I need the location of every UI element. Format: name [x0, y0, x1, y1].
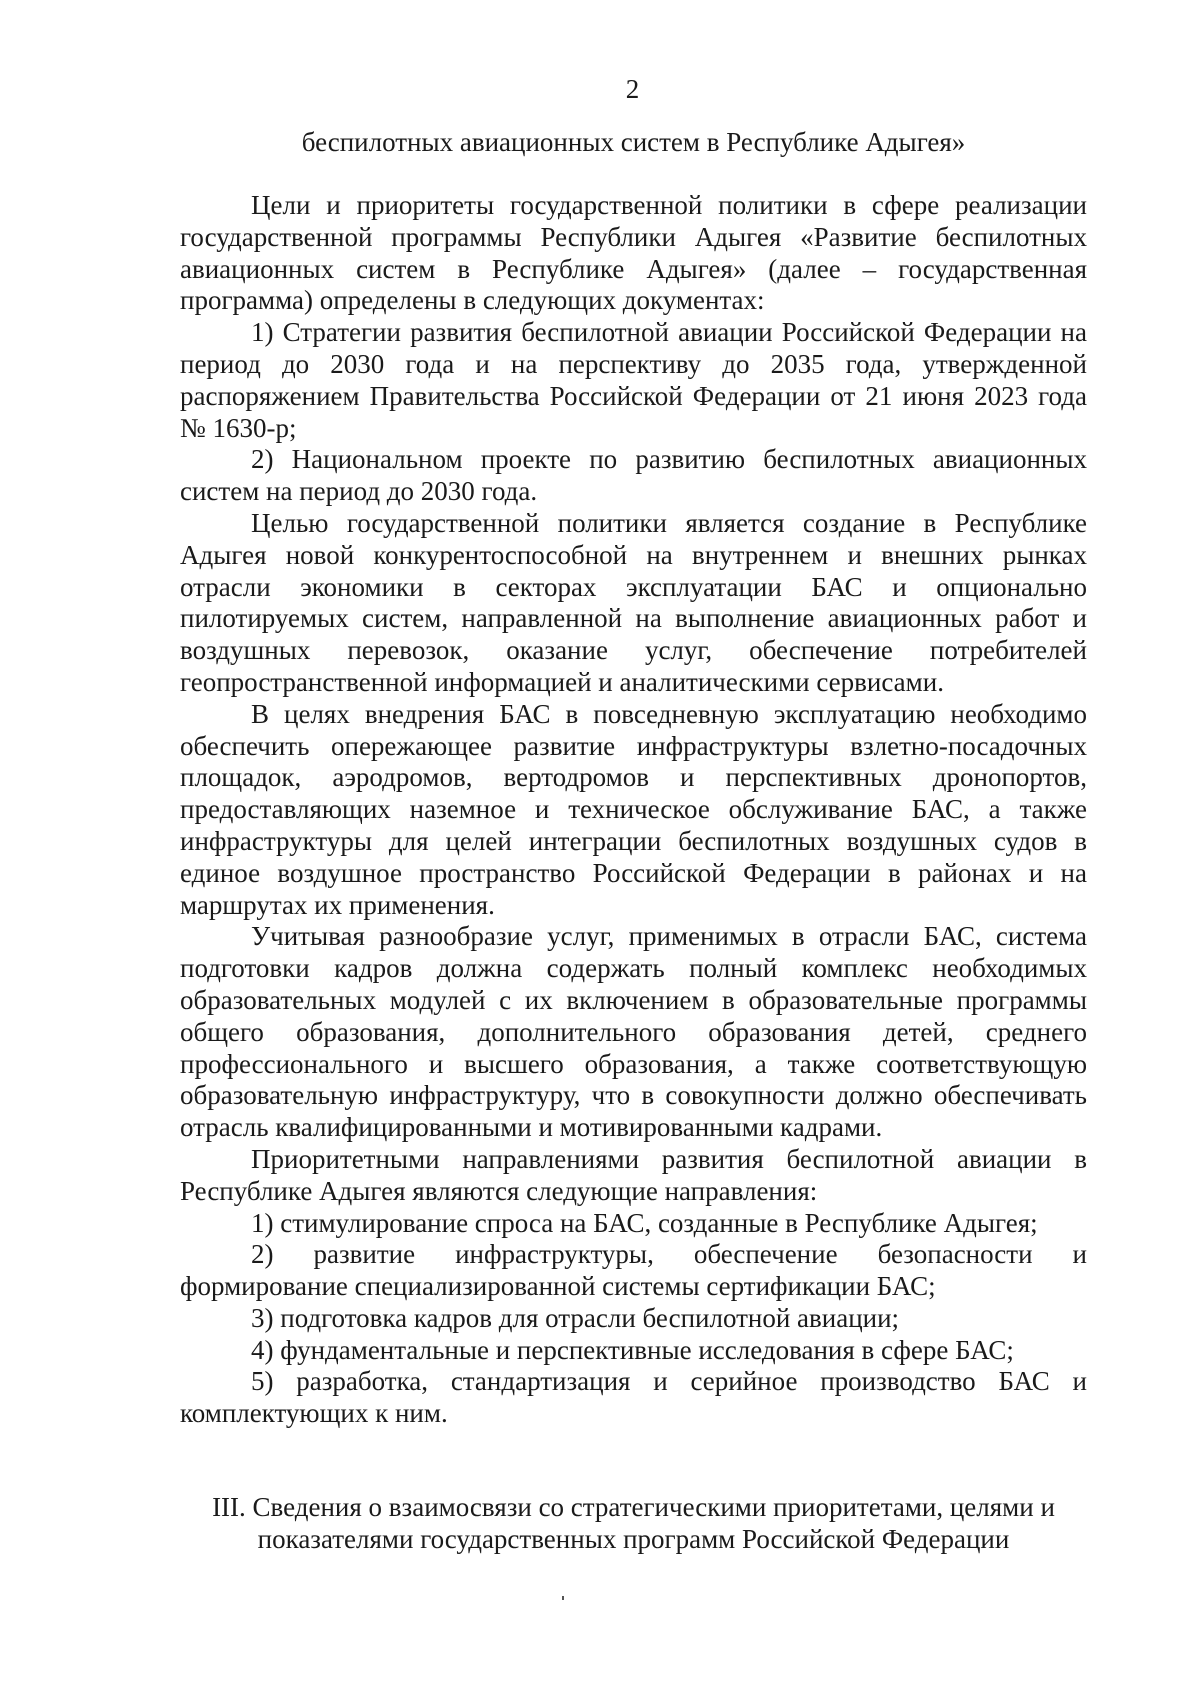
paragraph-infrastructure: В целях внедрения БАС в повседневную эксплуатацию необходимо обеспечить опережающее развитие инфраструктуры взлетно-посадочных площадок, аэродромов, вертодромов и перспективных дронопортов, предоставляющих наземное и техническое обслуживание БАС, а также инфраструктуры для целей интеграции беспилотных воздушных судов в единое воздушное пространство Российской Федерации в районах и на маршрутах их применения.: [180, 698, 1087, 920]
section-heading: [180, 1492, 1087, 1556]
program-title-continuation: беспилотных авиационных систем в Республике Адыгея»: [301, 127, 966, 157]
scan-mark: [562, 1596, 564, 1600]
priority-item-2: 2) развитие инфраструктуры, обеспечение безопасности и формирование специализированной системы сертификации БАС;: [180, 1239, 1087, 1302]
paragraph-national-project-item-2: 2) Национальном проекте по развитию беспилотных авиационных систем на период до 2030 года.: [180, 444, 1087, 507]
page-number: 2: [625, 74, 640, 104]
paragraph-goals-intro: Цели и приоритеты государственной политики в сфере реализации государственной программы Республики Адыгея «Развитие беспилотных авиационных систем в Республике Адыгея» (далее – государственная программа) определены в следующих документах:: [180, 190, 1087, 316]
paragraph-priority-directions-intro: Приоритетными направлениями развития беспилотной авиации в Республике Адыгея являются следующие направления:: [180, 1143, 1087, 1206]
document-body: [180, 190, 1087, 1430]
priority-item-4: 4) фундаментальные и перспективные исследования в сфере БАС;: [251, 1334, 1014, 1365]
section-heading-line-1: III. Сведения о взаимосвязи со стратегическими приоритетами, целями и: [212, 1492, 1055, 1522]
paragraph-strategy-item-1: 1) Стратегии развития беспилотной авиации Российской Федерации на период до 2030 года и на перспективу до 2035 года, утвержденной распоряжением Правительства Российской Федерации от 21 июня 2023 года № 1630-р;: [180, 317, 1087, 443]
priority-item-1: 1) стимулирование спроса на БАС, созданные в Республике Адыгея;: [251, 1207, 1038, 1238]
priority-item-5: 5) разработка, стандартизация и серийное производство БАС и комплектующих к ним.: [180, 1366, 1087, 1429]
paragraph-staff-training: Учитывая разнообразие услуг, применимых в отрасли БАС, система подготовки кадров должна содержать полный комплекс необходимых образовательных модулей с их включением в образовательные программы общего образования, дополнительного образования детей, среднего профессионального и высшего образования, а также соответствующую образовательную инфраструктуру, что в совокупности должно обеспечивать отрасль квалифицированными и мотивированными кадрами.: [180, 921, 1087, 1143]
priority-item-3: 3) подготовка кадров для отрасли беспилотной авиации;: [251, 1302, 900, 1333]
paragraph-policy-goal: Целью государственной политики является создание в Республике Адыгея новой конкурентоспособной на внутреннем и внешних рынках отрасли экономики в секторах эксплуатации БАС и опционально пилотируемых систем, направленной на выполнение авиационных работ и воздушных перевозок, оказание услуг, обеспечение потребителей геопространственной информацией и аналитическими сервисами.: [180, 507, 1087, 697]
section-heading-line-2: показателями государственных программ Российской Федерации: [257, 1523, 1010, 1554]
